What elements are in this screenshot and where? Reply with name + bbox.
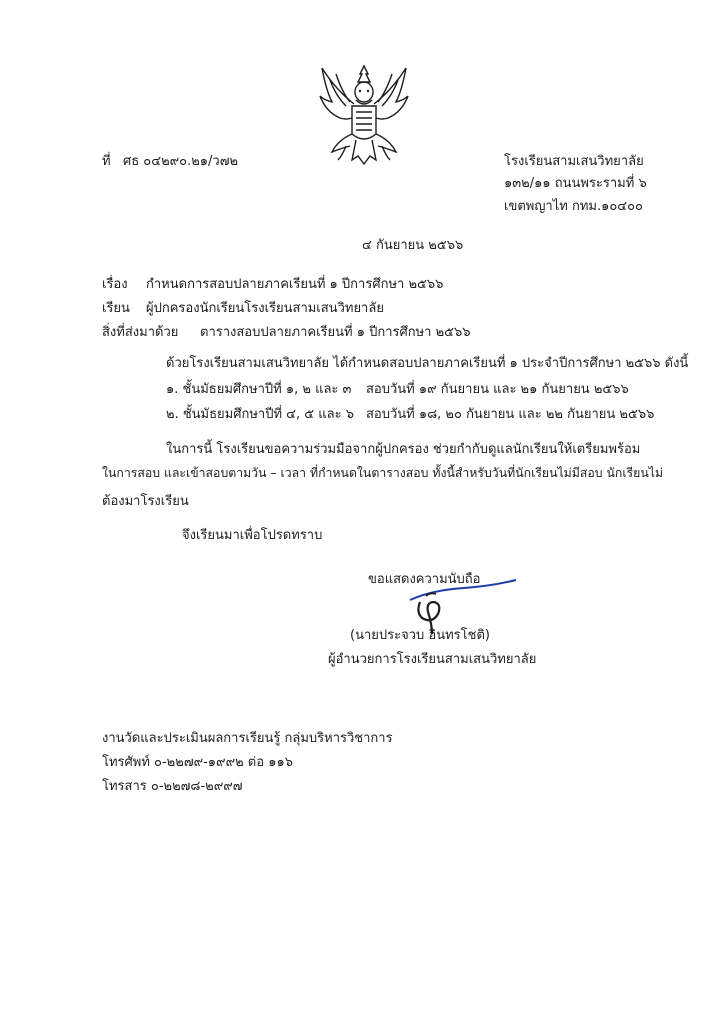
- subject-text: กำหนดการสอบปลายภาคเรียนที่ ๑ ปีการศึกษา ๒๕๖๖: [146, 277, 444, 292]
- footer-fax: โทรสาร ๐-๒๒๗๘-๒๙๙๗: [102, 779, 243, 794]
- schedule-grade-2: ๒. ชั้นมัธยมศึกษาปีที่ ๔, ๕ และ ๖: [166, 407, 354, 422]
- footer-phone: โทรศัพท์ ๐-๒๒๗๙-๑๙๙๒ ต่อ ๑๑๖: [102, 755, 293, 770]
- regards-text: ขอแสดงความนับถือ: [368, 572, 481, 587]
- body-paragraph-line-2: ในการสอบ และเข้าสอบตามวัน – เวลา ที่กำหนดในตารางสอบ ทั้งนี้สำหรับวันที่นักเรียนไม่มีสอบ นักเรียนไม่: [102, 466, 664, 480]
- closing-text: จึงเรียนมาเพื่อโปรดทราบ: [182, 528, 323, 543]
- signatory-position: ผู้อำนวยการโรงเรียนสามเสนวิทยาลัย: [328, 652, 537, 667]
- recipient-text: ผู้ปกครองนักเรียนโรงเรียนสามเสนวิทยาลัย: [146, 301, 384, 316]
- enclosure-text: ตารางสอบปลายภาคเรียนที่ ๑ ปีการศึกษา ๒๕๖๖: [200, 325, 471, 340]
- signatory-name: (นายประจวบ อินทรโชติ): [350, 628, 490, 643]
- org-name: โรงเรียนสามเสนวิทยาลัย: [504, 154, 644, 169]
- enclosure-label: สิ่งที่ส่งมาด้วย: [102, 325, 179, 340]
- reference-line: [102, 150, 238, 171]
- schedule-dates-1: สอบวันที่ ๑๙ กันยายน และ ๒๑ กันยายน ๒๕๖๖: [366, 382, 629, 397]
- org-address-line1: ๑๓๒/๑๑ ถนนพระรามที่ ๖: [504, 176, 647, 191]
- schedule-grade-1: ๑. ชั้นมัธยมศึกษาปีที่ ๑, ๒ และ ๓: [166, 382, 352, 397]
- recipient-label: เรียน: [102, 301, 130, 316]
- body-paragraph-line-1: ในการนี้ โรงเรียนขอความร่วมมือจากผู้ปกครอง ช่วยกำกับดูแลนักเรียนให้เตรียมพร้อม: [166, 442, 641, 457]
- footer-department: งานวัดและประเมินผลการเรียนรู้ กลุ่มบริหารวิชาการ: [102, 731, 393, 746]
- garuda-emblem-icon: [316, 60, 412, 168]
- subject-label: เรื่อง: [102, 277, 128, 292]
- intro-text: ด้วยโรงเรียนสามเสนวิทยาลัย ได้กำหนดสอบปลายภาคเรียนที่ ๑ ประจำปีการศึกษา ๒๕๖๖ ดังนี้: [166, 356, 689, 371]
- schedule-dates-2: สอบวันที่ ๑๘, ๒๐ กันยายน และ ๒๒ กันยายน ๒๕๖๖: [366, 407, 655, 422]
- document-date: ๔ กันยายน ๒๕๖๖: [362, 238, 464, 253]
- org-address-line2: เขตพญาไท กทม.๑๐๔๐๐: [504, 199, 643, 214]
- body-paragraph-line-3: ต้องมาโรงเรียน: [102, 494, 189, 509]
- reference-label: ที่: [102, 154, 111, 169]
- reference-number: ศธ ๐๔๒๙๐.๒๑/ว๗๒: [122, 154, 239, 169]
